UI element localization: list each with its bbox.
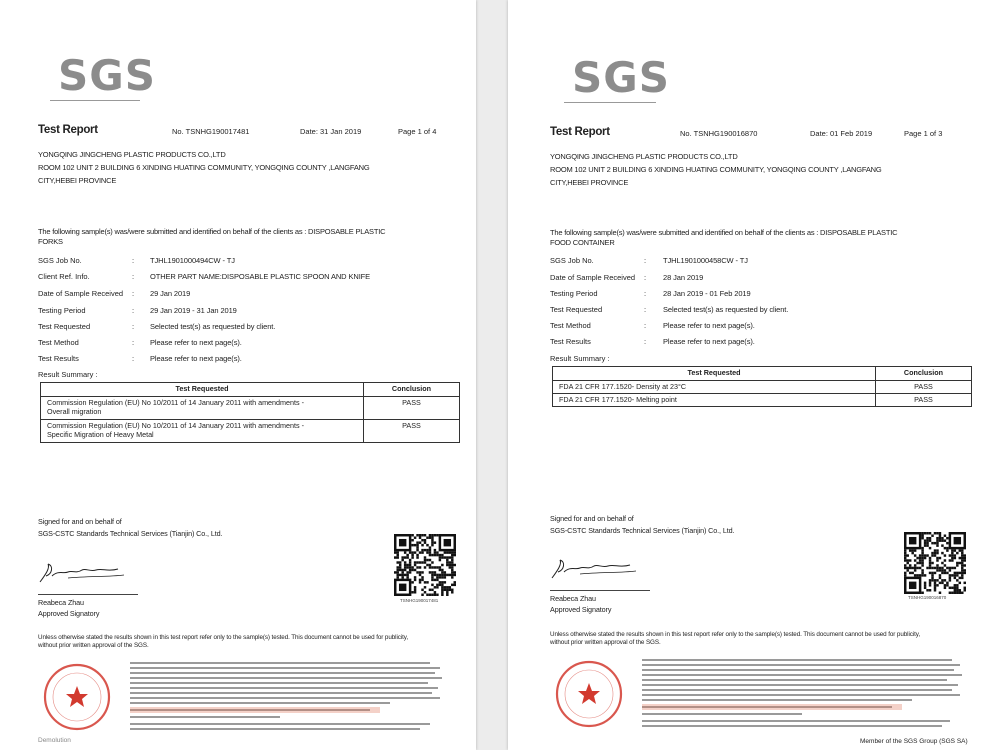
signatory-title: Approved Signatory <box>550 605 612 614</box>
field-colon: : <box>644 305 647 314</box>
client-company-name: YONGQING JINGCHENG PLASTIC PRODUCTS CO.,LTD <box>550 152 738 161</box>
sample-intro-line: The following sample(s) was/were submitted and identified on behalf of the clients as : DISPOSABLE PLASTIC <box>38 227 386 236</box>
field-colon: : <box>132 256 135 265</box>
handwritten-signature <box>550 556 640 587</box>
field-colon: : <box>644 289 647 298</box>
field-value: 28 Jan 2019 <box>663 273 704 282</box>
result-summary-table <box>40 382 460 443</box>
disclaimer <box>38 634 408 650</box>
report-page: Page 1 of 3 <box>904 129 943 138</box>
field-value: OTHER PART NAME:DISPOSABLE PLASTIC SPOON AND KNIFE <box>150 272 371 281</box>
field-label: Test Requested <box>550 305 603 314</box>
test-line: Specific Migration of Heavy Metal <box>47 430 154 439</box>
sample-intro <box>550 228 970 248</box>
test-line: Overall migration <box>47 407 102 416</box>
field-colon: : <box>644 337 647 346</box>
test-line: Commission Regulation (EU) No 10/2011 of 14 January 2011 with amendments - <box>47 421 305 430</box>
client-address-line: CITY,HEBEI PROVINCE <box>550 178 629 187</box>
report-page: Page 1 of 4 <box>398 127 437 136</box>
table-cell-test <box>41 420 364 443</box>
field-colon: : <box>644 256 647 265</box>
table-header-conclusion: Conclusion <box>876 367 972 381</box>
signed-on-behalf: Signed for and on behalf of <box>550 514 634 523</box>
client-company-name: YONGQING JINGCHENG PLASTIC PRODUCTS CO.,LTD <box>38 150 226 159</box>
table-cell-conclusion: PASS <box>364 397 460 420</box>
sgs-group-member-footer: Member of the SGS Group (SGS SA) <box>860 738 968 745</box>
field-label: Test Results <box>38 354 79 363</box>
field-value: Please refer to next page(s). <box>663 321 755 330</box>
table-cell-test <box>41 397 364 420</box>
client-company-block <box>550 150 970 189</box>
field-label: Date of Sample Received <box>38 289 124 298</box>
table-header-row <box>553 367 972 381</box>
signature-line <box>38 594 138 595</box>
result-summary-table <box>552 366 972 407</box>
report-date: Date: 01 Feb 2019 <box>810 129 873 138</box>
field-label: Testing Period <box>38 306 86 315</box>
field-colon: : <box>132 306 135 315</box>
qr-code-number: TSNHG190016870 <box>908 595 947 600</box>
sgs-logo: SGS <box>58 51 156 100</box>
report-number: No. TSNHG190017481 <box>172 127 250 136</box>
field-value: Selected test(s) as requested by client. <box>663 305 789 314</box>
field-value: 29 Jan 2019 - 31 Jan 2019 <box>150 306 237 315</box>
client-address-line: CITY,HEBEI PROVINCE <box>38 176 117 185</box>
table-row <box>553 381 972 394</box>
sample-intro-line: FORKS <box>38 237 63 246</box>
result-summary-label: Result Summary : <box>38 370 98 379</box>
report-number: No. TSNHG190016870 <box>680 129 758 138</box>
field-label: Testing Period <box>550 289 598 298</box>
signing-company: SGS-CSTC Standards Technical Services (Tianjin) Co., Ltd. <box>38 529 223 538</box>
table-cell-conclusion: PASS <box>876 394 972 407</box>
field-colon: : <box>644 273 647 282</box>
disclaimer <box>550 631 920 647</box>
field-value: Selected test(s) as requested by client. <box>150 322 276 331</box>
field-colon: : <box>132 338 135 347</box>
table-row <box>553 394 972 407</box>
table-header-test: Test Requested <box>41 383 364 397</box>
signatory-name: Reabeca Zhau <box>550 594 596 603</box>
field-label: SGS Job No. <box>38 256 82 265</box>
signatory-title: Approved Signatory <box>38 609 100 618</box>
table-cell-conclusion: PASS <box>364 420 460 443</box>
table-cell-test: FDA 21 CFR 177.1520- Melting point <box>553 394 876 407</box>
field-value: Please refer to next page(s). <box>150 338 242 347</box>
signing-company: SGS-CSTC Standards Technical Services (Tianjin) Co., Ltd. <box>550 526 735 535</box>
client-address-line: ROOM 102 UNIT 2 BUILDING 6 XINDING HUATING COMMUNITY, YONGQING COUNTY ,LANGFANG <box>550 165 882 174</box>
table-header-row <box>41 383 460 397</box>
table-header-test: Test Requested <box>553 367 876 381</box>
logo-underline <box>50 100 140 101</box>
field-value: 29 Jan 2019 <box>150 289 191 298</box>
field-value: TJHL1901000494CW - TJ <box>150 256 235 265</box>
signed-on-behalf: Signed for and on behalf of <box>38 517 122 526</box>
disclaimer-line: Unless otherwise stated the results shown in this test report refer only to the sample(s) tested. This document cannot be used for publicity, <box>38 634 408 641</box>
field-label: Test Results <box>550 337 591 346</box>
field-value: Please refer to next page(s). <box>663 337 755 346</box>
sample-intro <box>38 227 458 247</box>
field-value: 28 Jan 2019 - 01 Feb 2019 <box>663 289 751 298</box>
client-company-block <box>38 148 458 187</box>
test-line: Commission Regulation (EU) No 10/2011 of 14 January 2011 with amendments - <box>47 398 305 407</box>
sample-intro-line: The following sample(s) was/were submitted and identified on behalf of the clients as : DISPOSABLE PLASTIC <box>550 228 898 237</box>
result-summary-label: Result Summary : <box>550 354 610 363</box>
report-title: Test Report <box>550 126 610 138</box>
left-test-report-page <box>0 0 476 750</box>
qr-code <box>904 532 966 594</box>
field-colon: : <box>132 354 135 363</box>
faded-footer-text: Demolution <box>38 737 71 744</box>
field-colon: : <box>644 321 647 330</box>
table-row <box>41 420 460 443</box>
field-label: Client Ref. Info. <box>38 272 90 281</box>
report-title: Test Report <box>38 124 98 136</box>
field-value: Please refer to next page(s). <box>150 354 242 363</box>
red-seal-stamp <box>554 659 624 734</box>
signatory-name: Reabeca Zhau <box>38 598 84 607</box>
field-label: SGS Job No. <box>550 256 594 265</box>
field-label: Test Method <box>550 321 591 330</box>
handwritten-signature <box>38 560 128 591</box>
qr-code-number: TSNHG190017481 <box>400 598 439 603</box>
red-seal-stamp <box>42 662 112 737</box>
general-conditions-fine-print <box>642 657 972 735</box>
sgs-logo: SGS <box>572 53 670 102</box>
field-colon: : <box>132 272 135 281</box>
disclaimer-line: without prior written approval of the SGS. <box>550 639 661 646</box>
table-header-conclusion: Conclusion <box>364 383 460 397</box>
field-colon: : <box>132 289 135 298</box>
report-date: Date: 31 Jan 2019 <box>300 127 362 136</box>
qr-code <box>394 534 456 596</box>
sample-intro-line: FOOD CONTAINER <box>550 238 615 247</box>
disclaimer-line: Unless otherwise stated the results shown in this test report refer only to the sample(s) tested. This document cannot be used for publicity, <box>550 631 920 638</box>
general-conditions-fine-print <box>130 660 450 738</box>
field-label: Date of Sample Received <box>550 273 636 282</box>
field-label: Test Requested <box>38 322 91 331</box>
field-colon: : <box>132 322 135 331</box>
disclaimer-line: without prior written approval of the SGS. <box>38 642 149 649</box>
table-cell-test: FDA 21 CFR 177.1520- Density at 23°C <box>553 381 876 394</box>
field-label: Test Method <box>38 338 79 347</box>
table-row <box>41 397 460 420</box>
field-value: TJHL1901000458CW - TJ <box>663 256 748 265</box>
logo-underline <box>564 102 656 103</box>
signature-line <box>550 590 650 591</box>
client-address-line: ROOM 102 UNIT 2 BUILDING 6 XINDING HUATING COMMUNITY, YONGQING COUNTY ,LANGFANG <box>38 163 370 172</box>
right-test-report-page <box>508 0 1000 750</box>
table-cell-conclusion: PASS <box>876 381 972 394</box>
